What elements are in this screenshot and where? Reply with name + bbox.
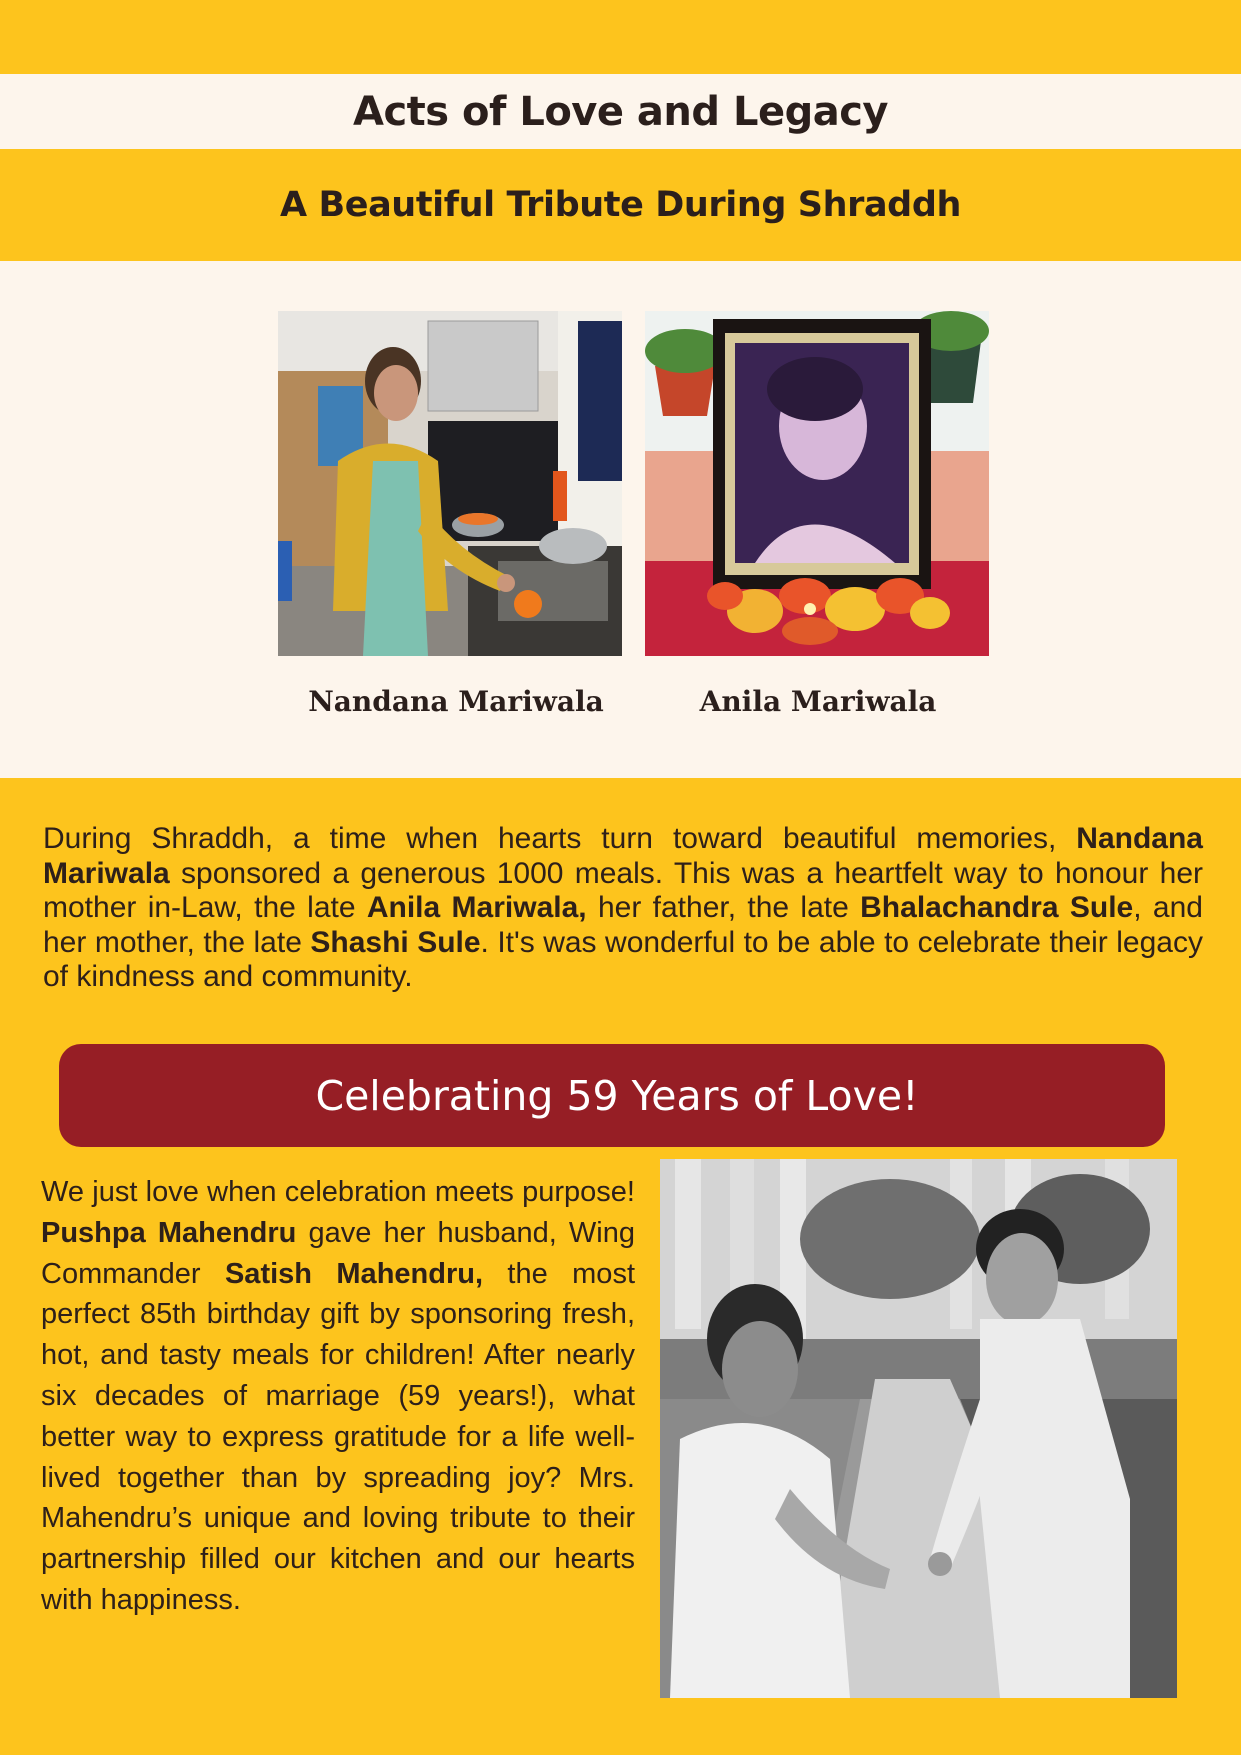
tribute-paragraph [43,822,1203,995]
tribute-name-nandana: Nandana Mariwala [43,822,1203,890]
tribute-text-5: . It's was wonderful to be able to celebrate their legacy of kindness and community. [43,925,1203,993]
photo-nandana-cooking [278,311,622,656]
caption-anila: Anila Mariwala [699,685,937,718]
story-paragraph [41,1172,635,1621]
tribute-name-anila: Anila Mariwala, [366,891,587,924]
story-name-pushpa: Pushpa Mahendru [41,1216,297,1249]
photo-band [0,261,1241,778]
celebration-banner-text: Celebrating 59 Years of Love! [315,1071,919,1120]
story-text-2: gave her husband, Wing Commander [41,1216,635,1290]
title-band [0,74,1241,149]
section-subtitle: A Beautiful Tribute During Shraddh [280,185,961,225]
story-text-1: We just love when celebration meets purpose! [41,1176,635,1208]
photo-mahendru-couple [660,1159,1177,1698]
tribute-text-4: , and her mother, the late [43,891,1203,959]
photo-anila-portrait [645,311,989,656]
caption-nandana: Nandana Mariwala [308,685,604,718]
story-name-satish: Satish Mahendru, [224,1257,484,1290]
page-title: Acts of Love and Legacy [353,88,888,135]
tribute-name-shashi: Shashi Sule [310,925,481,959]
subtitle-band [0,149,1241,261]
tribute-text-3: her father, the late [586,891,861,924]
story-text-3: the most perfect 85th birthday gift by sponsoring fresh, hot, and tasty meals for children! After nearly six decades of marriage (59 years!), what better way to express gratitude for a life well-lived together than by spreading joy? Mrs. Mahendru’s unique and loving tribute to their partnership filled our kitchen and our hearts with happiness. [41,1257,635,1616]
tribute-text-1: During Shraddh, a time when hearts turn toward beautiful memories, [43,822,1077,855]
celebration-banner [59,1044,1165,1147]
tribute-name-bhalachandra: Bhalachandra Sule [860,891,1134,924]
tribute-text-2: sponsored a generous 1000 meals. This was a heartfelt way to honour her mother in-Law, the late [43,856,1203,924]
